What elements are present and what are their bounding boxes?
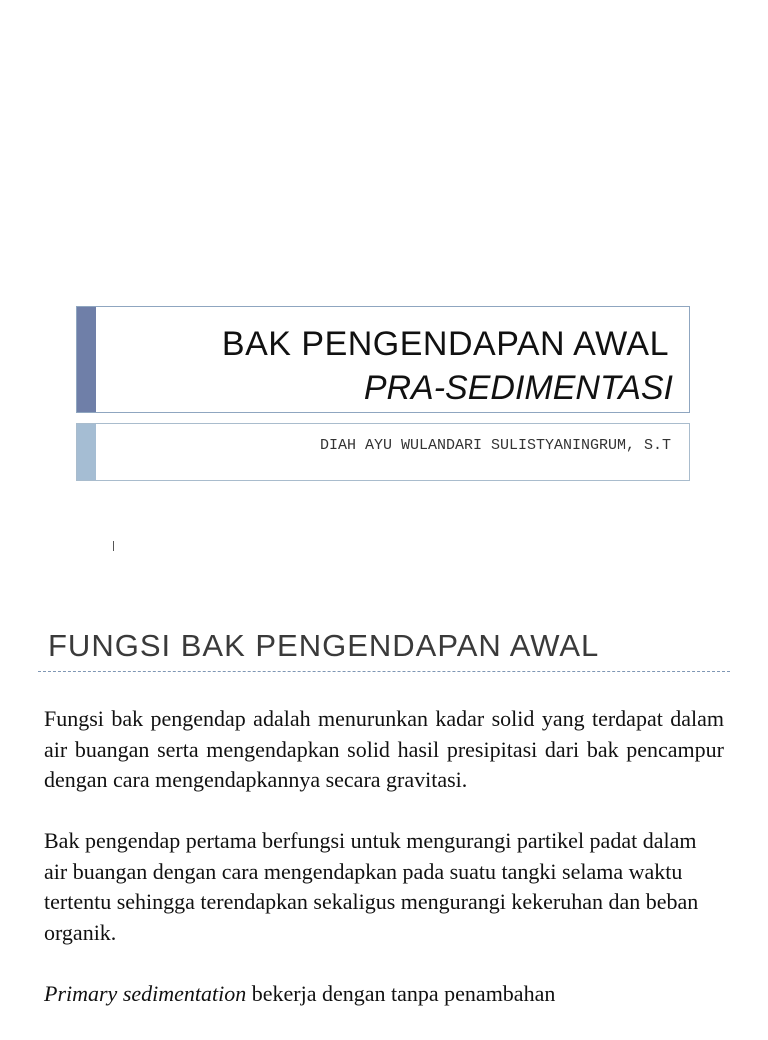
slide-title-italic: PRA-SEDIMENTASI <box>363 369 673 407</box>
content-slide <box>0 600 768 1024</box>
paragraph-3-italic-term: Primary sedimentation <box>44 980 247 1006</box>
paragraph-3-text: bekerja dengan tanpa penambahan <box>246 980 556 1006</box>
paragraph-2: Bak pengendap pertama berfungsi untuk mengurangi partikel padat dalam air buangan dengan cara mengendapkan pada suatu tangki selama waktu tertentu sehingga terendapkan sekaligus mengurangi kekeruhan dan beban organik. <box>44 828 699 945</box>
text-cursor-mark <box>113 541 114 551</box>
subtitle-box <box>76 423 690 481</box>
body-text <box>44 704 724 1040</box>
subtitle-accent-bar <box>77 424 96 480</box>
title-accent-bar <box>77 307 96 412</box>
slide-title: BAK PENGENDAPAN AWAL <box>221 325 669 363</box>
paragraph-3 <box>44 979 724 1010</box>
author-name: DIAH AYU WULANDARI SULISTYANINGRUM, S.T <box>319 437 671 454</box>
section-heading: FUNGSI BAK PENGENDAPAN AWAL <box>48 628 600 663</box>
paragraph-1: Fungsi bak pengendap adalah menurunkan kadar solid yang terdapat dalam air buangan serta mengendapkan solid hasil presipitasi dari bak pencampur dengan cara mengendapkannya secara gravitasi. <box>44 706 724 792</box>
title-box <box>76 306 690 413</box>
heading-divider <box>38 671 730 672</box>
